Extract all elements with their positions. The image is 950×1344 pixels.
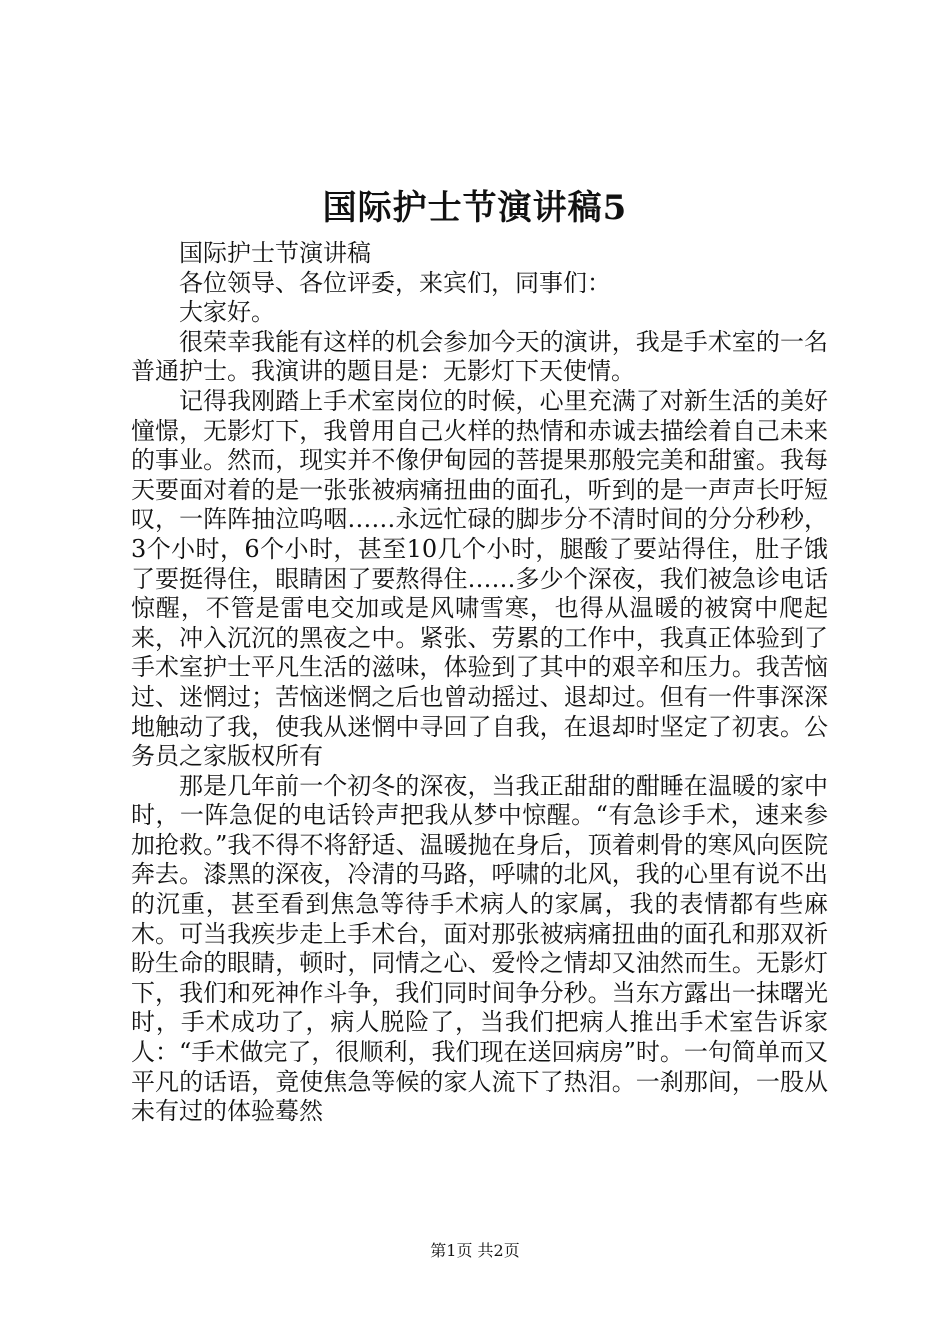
body-paragraph: 很荣幸我能有这样的机会参加今天的演讲，我是手术室的一名普通护士。我演讲的题目是：无影灯下天使情。	[131, 327, 828, 386]
page-number-footer: 第1页 共2页	[430, 1241, 520, 1260]
greeting: 大家好。	[179, 298, 275, 327]
body-paragraph: 那是几年前一个初冬的深夜，当我正甜甜的酣睡在温暖的家中时，一阵急促的电话铃声把我从梦中惊醒。“有急诊手术，速来参加抢救。”我不得不将舒适、温暖抛在身后，顶着刺骨的寒风向医院奔去。漆黑的深夜，冷清的马路，呼啸的北风，我的心里有说不出的沉重，甚至看到焦急等待手术病人的家属，我的表情都有些麻木。可当我疾步走上手术台，面对那张被病痛扭曲的面孔和那双祈盼生命的眼睛，顿时，同情之心、爱怜之情却又油然而生。无影灯下，我们和死神作斗争，我们同时间争分秒。当东方露出一抹曙光时，手术成功了，病人脱险了，当我们把病人推出手术室告诉家人：“手术做完了，很顺利，我们现在送回病房”时。一句简单而又平凡的话语，竟使焦急等候的家人流下了热泪。一刹那间，一股从未有过的体验蓦然	[131, 771, 828, 1126]
body-paragraph: 记得我刚踏上手术室岗位的时候，心里充满了对新生活的美好憧憬，无影灯下，我曾用自己火样的热情和赤诚去描绘着自己未来的事业。然而，现实并不像伊甸园的菩提果那般完美和甜蜜。我每天要面对着的是一张张被病痛扭曲的面孔，听到的是一声声长吁短叹，一阵阵抽泣呜咽……永远忙碌的脚步分不清时间的分分秒秒，3个小时，6个小时，甚至10几个小时，腿酸了要站得住，肚子饿了要挺得住，眼睛困了要熬得住……多少个深夜，我们被急诊电话惊醒，不管是雷电交加或是风啸雪寒，也得从温暖的被窝中爬起来，冲入沉沉的黑夜之中。紧张、劳累的工作中，我真正体验到了手术室护士平凡生活的滋味，体验到了其中的艰辛和压力。我苦恼过、迷惘过；苦恼迷惘之后也曾动摇过、退却过。但有一件事深深地触动了我，使我从迷惘中寻回了自我，在退却时坚定了初衷。公务员之家版权所有	[131, 386, 828, 771]
salutation: 各位领导、各位评委，来宾们，同事们：	[179, 268, 611, 297]
document-body	[131, 239, 828, 1127]
speech-heading: 国际护士节演讲稿	[179, 239, 371, 267]
document-title: 国际护士节演讲稿5	[322, 188, 628, 228]
